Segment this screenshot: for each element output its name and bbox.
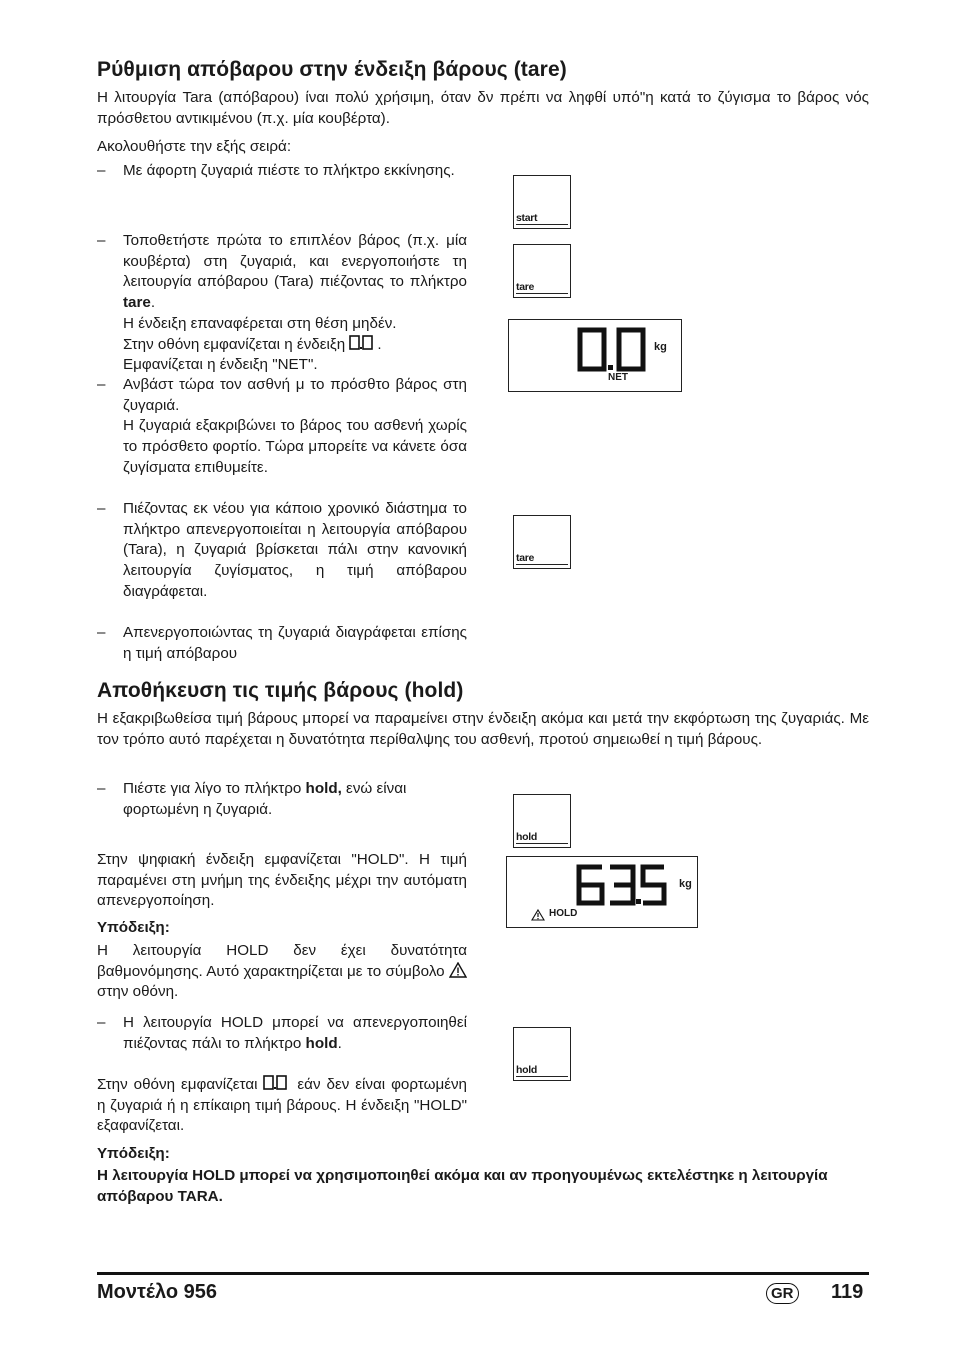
tare-step-3-result: Η ζυγαριά εξακριβώνει το βάρος του ασθενή χωρίς το πρόσθετο φορτίο. Τώρα μπορείτε να κάνετε όσα ζυγίσματα επιθυμείτε. bbox=[123, 417, 467, 476]
tare-step-1-text: Με άφορτη ζυγαριά πιέστε το πλήκτρο εκκίνησης. bbox=[123, 162, 455, 179]
footer-model: Μοντέλο 956 bbox=[97, 1281, 217, 1303]
lcd-display-net bbox=[508, 319, 682, 392]
hold-note2-label: Υπόδειξη: bbox=[97, 1145, 170, 1162]
tare-step-5-text: Απενεργοποιώντας τη ζυγαριά διαγράφεται επίσης η τιμή απόβαρου bbox=[123, 624, 467, 662]
tare-key-2-label: tare bbox=[516, 552, 535, 564]
lcd-digits-zero bbox=[509, 320, 683, 393]
tare-step-2-net: Εμφανίζεται η ένδειξη "NET". bbox=[123, 356, 318, 374]
hold-key-2-label: hold bbox=[516, 1064, 537, 1076]
zero-digits-icon bbox=[349, 335, 377, 351]
tare-step-4: – Πιέζοντας εκ νέου για κάποιο χρονικό διάστημα το πλήκτρο απενεργοποιείται η λειτουργία απόβαρου (Tara), η ζυγαριά βρίσκεται πάλι στην κανονική λειτουργία ζυγίσματος, η τιμή απόβαρου διαγράφεται. bbox=[97, 499, 467, 603]
tare-step-2-reset: Η ένδειξη επαναφέρεται στη θέση μηδέν. bbox=[123, 314, 397, 332]
lcd-digits-value bbox=[507, 857, 699, 929]
tare-step-5: – Απενεργοποιώντας τη ζυγαριά διαγράφεται επίσης η τιμή απόβαρου bbox=[97, 623, 467, 664]
footer-lang-badge bbox=[766, 1283, 799, 1304]
hold-zero-text-b: εάν δεν είναι φορτωμένη η ζυγαριά ή η επίκαιρη τιμή βάρους. Η ένδειξη "HOLD" εξαφανίζεται. bbox=[97, 1076, 468, 1135]
hold-step-1-text-b: ενώ είναι φορτωμένη η ζυγαριά. bbox=[123, 780, 407, 818]
hold-key-ref-2: hold bbox=[305, 1034, 338, 1052]
tare-key-ref: tare bbox=[123, 294, 151, 312]
hold-key-ref: hold, bbox=[305, 780, 342, 797]
lcd-hold-flag: HOLD bbox=[549, 908, 578, 919]
hold-step-1-text: Πιέστε για λίγο το πλήκτρο bbox=[123, 780, 306, 797]
zero-digits-icon-2 bbox=[263, 1075, 291, 1091]
hold-note-text-b: στην οθόνη. bbox=[97, 983, 179, 1001]
tare-step-3: – Ανβάστ τώρα τον ασθνή μ το πρόσθτο βάρος στη ζυγαριά. Η ζυγαριά εξακριβώνει το βάρος του ασθενή χωρίς το πρόσθετο φορτίο. Τώρα μπορείτε να κάνετε όσα ζυγίσματα επιθυμείτε. bbox=[97, 376, 467, 476]
hold-step-2-text: Η λειτουργία HOLD μπορεί να απενεργοποιηθεί πιέζοντας πάλι το πλήκτρο bbox=[123, 1014, 467, 1052]
section-heading-hold: Αποθήκευση τις τιμής βάρους (hold) bbox=[97, 679, 464, 702]
hold-key-2[interactable] bbox=[513, 1027, 571, 1081]
hold-note2-text: Η λειτουργία HOLD μπορεί να χρησιμοποιηθεί ακόμα και αν προηγουμένως εκτελέστηκε η λειτουργία απόβαρου TARA. bbox=[97, 1167, 828, 1205]
hold-intro: Η εξακριβωθείσα τιμή βάρους μπορεί να παραμείνει στην ένδειξη ακόμα και μετά την εκφόρτωση της ζυγαριάς. Με τον τρόπο αυτό παρέχεται η δυνατότητα περίθαλψης του ασθενή, προτού σημειωθεί η τιμή βάρους. bbox=[97, 710, 869, 748]
hold-key[interactable] bbox=[513, 794, 571, 848]
tare-step-3-text: Ανβάστ τώρα τον ασθνή μ το πρόσθτο βάρος στη ζυγαριά. bbox=[123, 376, 467, 414]
warning-triangle-icon bbox=[449, 962, 467, 978]
tare-step-2-text: Τοποθετήστε πρώτα το επιπλέον βάρος (π.χ. μία κουβέρτα) στη ζυγαριά, και ενεργοποιήστε τη λειτουργία απόβαρου (Tara) πιέζοντας το πλήκτρο bbox=[123, 232, 467, 291]
tare-key-2[interactable] bbox=[513, 515, 571, 569]
hold-note bbox=[97, 941, 467, 1003]
tare-step-4-text: Πιέζοντας εκ νέου για κάποιο χρονικό διάστημα το πλήκτρο απενεργοποιείται η λειτουργία απόβαρου (Tara), η ζυγαριά βρίσκεται πάλι στην κανονική λειτουργία ζυγίσματος, η τιμή απόβαρου διαγράφεται. bbox=[123, 500, 467, 600]
hold-zero-text: Στην οθόνη εμφανίζεται bbox=[97, 1076, 258, 1093]
start-key-label: start bbox=[516, 212, 538, 224]
footer-rule bbox=[97, 1272, 869, 1275]
tare-step-2: – Τοποθετήστε πρώτα το επιπλέον βάρος (π.χ. μία κουβέρτα) στη ζυγαριά, και ενεργοποιήστε τη λειτουργία απόβαρου (Tara) πιέζοντας το πλήκτρο tare. Η ένδειξη επαναφέρεται στη θέση μηδέν. Στην οθόνη εμφανίζεται η ένδειξη . Εμφανίζεται η ένδειξη "NET". bbox=[97, 232, 467, 374]
tare-follow: Ακολουθήστε την εξής σειρά: bbox=[97, 138, 292, 155]
lcd-net-flag: NET bbox=[608, 372, 628, 383]
hold-display-text: Στην ψηφιακή ένδειξη εμφανίζεται "HOLD". Η τιμή παραμένει στη μνήμη της ένδειξης μέχρι την αυτόματη απενεργοποίηση. bbox=[97, 851, 467, 910]
lcd-unit-2: kg bbox=[679, 878, 692, 890]
tare-key[interactable] bbox=[513, 244, 571, 298]
start-key[interactable] bbox=[513, 175, 571, 229]
hold-step-1: – Πιέστε για λίγο το πλήκτρο hold, ενώ είναι φορτωμένη η ζυγαριά. bbox=[97, 780, 407, 818]
tare-intro: Η λιτουργία Tara (απόβαρου) ίναι πολύ χρήσιμη, όταν δν πρέπι να ληφθί υπό"η κατά το ζύγισμα το βάρος νός πρόσθετου αντικιμένου (π.χ. μία κουβέρτα). bbox=[97, 89, 869, 127]
hold-note-label: Υπόδειξη: bbox=[97, 919, 170, 936]
hold-key-label: hold bbox=[516, 831, 537, 843]
lcd-unit: kg bbox=[654, 341, 667, 353]
lcd-display-hold bbox=[506, 856, 698, 928]
hold-step-2: – Η λειτουργία HOLD μπορεί να απενεργοποιηθεί πιέζοντας πάλι το πλήκτρο hold. bbox=[97, 1014, 467, 1052]
tare-step-2-display: Στην οθόνη εμφανίζεται η ένδειξη bbox=[123, 335, 346, 353]
footer-lang: GR bbox=[766, 1283, 799, 1304]
hold-note-text: Η λειτουργία HOLD δεν έχει δυνατότητα βαθμονόμησης. Αυτό χαρακτηρίζεται με το σύμβολο bbox=[97, 942, 467, 980]
tare-step-1: – Με άφορτη ζυγαριά πιέστε το πλήκτρο εκκίνησης. bbox=[97, 161, 467, 182]
footer-page-number: 119 bbox=[831, 1281, 864, 1303]
section-heading-tare: Ρύθμιση απόβαρου στην ένδειξη βάρους (tare) bbox=[97, 58, 567, 81]
hold-zero bbox=[97, 1075, 467, 1137]
tare-key-label: tare bbox=[516, 281, 535, 293]
